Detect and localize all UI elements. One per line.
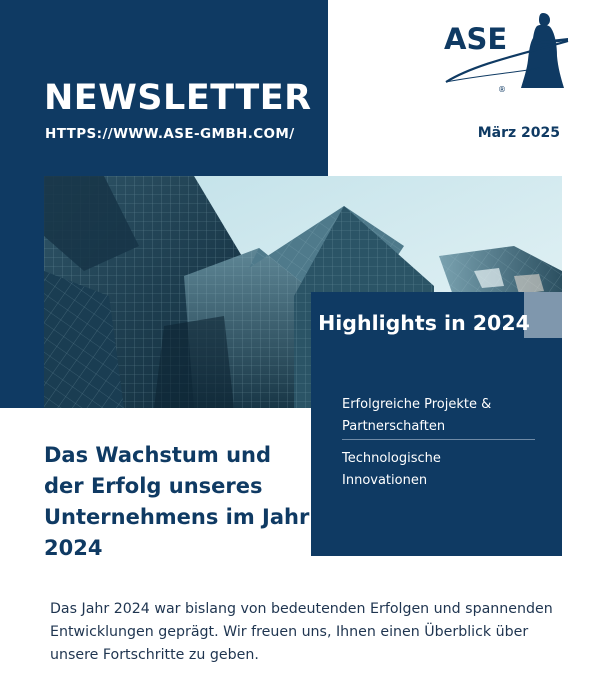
highlight-item: Erfolgreiche Projekte & Partnerschaften <box>342 397 492 434</box>
registered-mark: ® <box>498 85 506 94</box>
article-body: Das Jahr 2024 war bislang von bedeutenden Erfolgen und spannenden Entwicklungen geprägt. Wir freuen uns, Ihnen einen Überblick über unsere Fortschritte zu geben. <box>50 601 553 663</box>
highlight-item: Technologische Innovationen <box>342 451 441 488</box>
newsletter-title: NEWSLETTER <box>44 78 312 118</box>
highlight-divider <box>342 439 535 440</box>
ase-logo <box>440 10 580 96</box>
article-headline: Das Wachstum und der Erfolg unseres Unternehmens im Jahr 2024 <box>44 443 310 560</box>
issue-date: März 2025 <box>477 125 560 141</box>
website-link[interactable]: HTTPS://WWW.ASE-GMBH.COM/ <box>45 126 295 142</box>
highlights-title: Highlights in 2024 <box>318 311 530 335</box>
logo-text: ASE <box>444 22 508 56</box>
